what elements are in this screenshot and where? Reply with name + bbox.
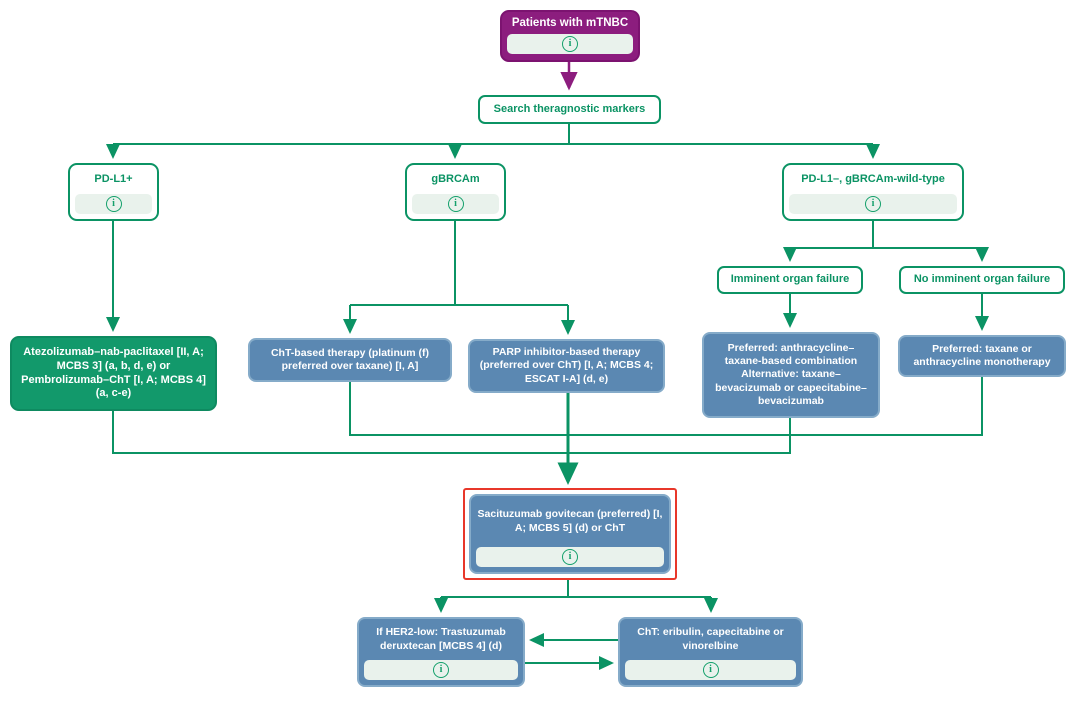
node-sacituzumab-label: Sacituzumab govitecan (preferred) [I, A; MCBS 5] (d) or ChT	[477, 508, 663, 534]
node-her2-low-trastuzumab-deruxtecan[interactable]	[357, 617, 525, 687]
info-button[interactable]	[625, 660, 796, 680]
info-button[interactable]	[476, 547, 664, 567]
node-taxane-anthracycline-monotherapy[interactable]	[898, 335, 1066, 377]
info-icon: i	[703, 662, 719, 678]
info-icon: i	[562, 549, 578, 565]
connector-gbrcam-split	[350, 221, 568, 305]
node-pdl1-negative-wildtype[interactable]	[782, 163, 964, 221]
info-button[interactable]	[789, 194, 957, 214]
node-patients-label: Patients with mTNBC	[511, 16, 629, 29]
node-cht-eribulin-label: ChT: eribulin, capecitabine or vinorelbine	[637, 626, 784, 652]
node-search-theragnostic-markers[interactable]	[478, 95, 661, 124]
info-button[interactable]	[507, 34, 633, 54]
node-search-label: Search theragnostic markers	[493, 102, 646, 115]
info-icon: i	[433, 662, 449, 678]
node-pdl1-positive-label: PD-L1+	[94, 172, 133, 185]
connector-chtbased-taxmono-merge	[350, 377, 982, 435]
node-patients-mtnbc[interactable]	[500, 10, 640, 62]
node-her2-low-label: If HER2-low: Trastuzumab deruxtecan [MCBS 4] (d)	[376, 626, 506, 652]
info-button[interactable]	[75, 194, 152, 214]
info-icon: i	[865, 196, 881, 212]
node-taxane-mono-label: Preferred: taxane or anthracycline monotherapy	[913, 342, 1051, 368]
node-atezolizumab-pembrolizumab[interactable]	[10, 336, 217, 411]
node-parp-label: PARP inhibitor-based therapy (preferred over ChT) [I, A; MCBS 4; ESCAT I-A] (d, e)	[479, 346, 654, 385]
node-anthracycline-label: Preferred: anthracycline–taxane-based combination Alternative: taxane–bevacizumab or capecitabine–bevacizumab	[715, 342, 867, 407]
node-cht-based-therapy[interactable]	[248, 338, 452, 382]
info-button[interactable]	[412, 194, 499, 214]
node-atezolizumab-label: Atezolizumab–nab-paclitaxel [II, A; MCBS 3] (a, b, d, e) or Pembrolizumab–ChT [I, A; MCBS 4] (a, c-e)	[21, 346, 206, 400]
node-sacituzumab-govitecan[interactable]	[469, 494, 671, 574]
info-icon: i	[448, 196, 464, 212]
node-pdl1-negative-label: PD-L1–, gBRCAm-wild-type	[801, 172, 945, 185]
node-parp-inhibitor-therapy[interactable]	[468, 339, 665, 393]
node-cht-based-label: ChT-based therapy (platinum (f) preferred over taxane) [I, A]	[270, 346, 430, 372]
node-gbrcam-label: gBRCAm	[431, 172, 480, 185]
connector-atezo-anthra-merge	[113, 411, 790, 453]
connector-pdl1neg-split	[790, 221, 982, 248]
node-imminent-label: Imminent organ failure	[730, 273, 850, 286]
node-anthracycline-taxane-combination[interactable]	[702, 332, 880, 418]
node-imminent-organ-failure[interactable]	[717, 266, 863, 294]
info-icon: i	[106, 196, 122, 212]
node-pdl1-positive[interactable]	[68, 163, 159, 221]
node-no-imminent-label: No imminent organ failure	[913, 273, 1051, 286]
node-cht-eribulin-capecitabine-vinorelbine[interactable]	[618, 617, 803, 687]
info-button[interactable]	[364, 660, 518, 680]
node-no-imminent-organ-failure[interactable]	[899, 266, 1065, 294]
node-gbrcam[interactable]	[405, 163, 506, 221]
connector-sacituzumab-split	[441, 580, 711, 597]
connector-search-distributor	[113, 124, 873, 144]
info-icon: i	[562, 36, 578, 52]
highlight-box-sacituzumab	[463, 488, 677, 580]
